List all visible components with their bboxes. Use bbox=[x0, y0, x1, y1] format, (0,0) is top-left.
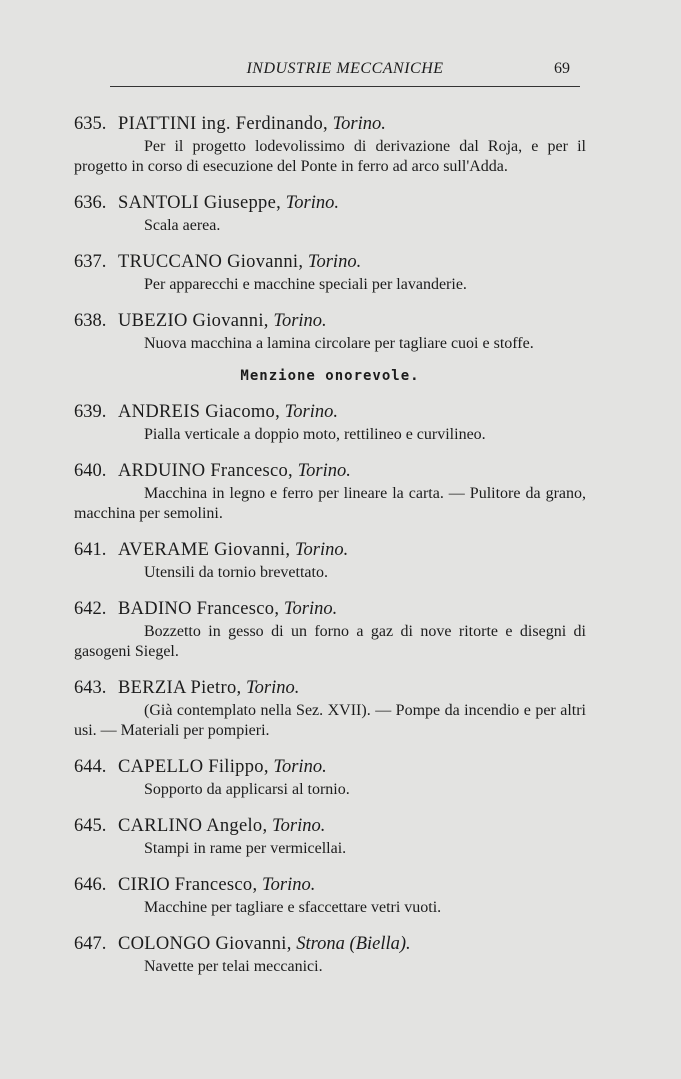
entry-description: Per apparecchi e macchine speciali per lavanderie. bbox=[144, 276, 467, 293]
entry-description: Navette per telai meccanici. bbox=[144, 958, 323, 975]
entry-number: 639. bbox=[74, 402, 107, 422]
entry-head bbox=[74, 814, 586, 838]
page-header bbox=[110, 60, 580, 86]
entry-number: 643. bbox=[74, 678, 107, 698]
entry-head bbox=[74, 932, 586, 956]
entry-name: TRUCCANO Giovanni, bbox=[118, 252, 304, 272]
entry-place: Torino. bbox=[284, 402, 338, 422]
entry-place: Torino. bbox=[332, 114, 386, 134]
entry-head bbox=[74, 309, 586, 333]
entry-description: Scala aerea. bbox=[144, 217, 221, 234]
entry-number: 640. bbox=[74, 461, 107, 481]
entry-head bbox=[74, 250, 586, 274]
entry-place: Torino. bbox=[307, 252, 362, 272]
entry-644 bbox=[74, 755, 586, 800]
entry-place: Torino. bbox=[283, 599, 338, 619]
entry-head bbox=[74, 538, 586, 562]
entry-number: 637. bbox=[74, 252, 107, 272]
entry-group-main bbox=[74, 112, 586, 354]
entry-643 bbox=[74, 676, 586, 741]
entry-place: Strona (Biella). bbox=[296, 934, 411, 954]
entry-description: Sopporto da applicarsi al tornio. bbox=[144, 781, 350, 798]
entry-place: Torino. bbox=[246, 678, 300, 698]
entry-name: BERZIA Pietro, bbox=[118, 678, 242, 698]
entry-description: Utensili da tornio brevettato. bbox=[144, 564, 328, 581]
entry-name: PIATTINI ing. Ferdinando, bbox=[118, 114, 328, 134]
entry-639 bbox=[74, 400, 586, 445]
entry-number: 644. bbox=[74, 757, 107, 777]
entry-place: Torino. bbox=[273, 757, 327, 777]
entry-646 bbox=[74, 873, 586, 918]
entry-head bbox=[74, 676, 586, 700]
entry-number: 646. bbox=[74, 875, 107, 895]
entry-head bbox=[74, 597, 586, 621]
entry-description: Nuova macchina a lamina circolare per tagliare cuoi e stoffe. bbox=[144, 335, 534, 352]
running-title: INDUSTRIE MECCANICHE bbox=[246, 60, 444, 77]
entry-637 bbox=[74, 250, 586, 295]
entry-head bbox=[74, 755, 586, 779]
entry-place: Torino. bbox=[294, 540, 349, 560]
entry-list bbox=[74, 112, 586, 991]
entry-name: SANTOLI Giuseppe, bbox=[118, 193, 282, 213]
entry-number: 635. bbox=[74, 114, 107, 134]
entry-635 bbox=[74, 112, 586, 177]
entry-name: COLONGO Giovanni, bbox=[118, 934, 292, 954]
entry-place: Torino. bbox=[262, 875, 316, 895]
entry-description: Pialla verticale a doppio moto, rettilineo e curvilineo. bbox=[144, 426, 486, 443]
entry-description: Macchine per tagliare e sfaccettare vetri vuoti. bbox=[144, 899, 442, 916]
entry-name: CIRIO Francesco, bbox=[118, 875, 258, 895]
page-number: 69 bbox=[554, 60, 570, 77]
entry-description: Macchina in legno e ferro per lineare la carta. — Pulitore da grano, macchina per semolini. bbox=[74, 485, 586, 522]
entry-description: Stampi in rame per vermicellai. bbox=[144, 840, 347, 857]
entry-name: CARLINO Angelo, bbox=[118, 816, 268, 836]
entry-name: ANDREIS Giacomo, bbox=[118, 402, 281, 422]
entry-place: Torino. bbox=[273, 311, 327, 331]
entry-number: 641. bbox=[74, 540, 107, 560]
entry-647 bbox=[74, 932, 586, 977]
entry-place: Torino. bbox=[285, 193, 339, 213]
entry-description: Per il progetto lodevolissimo di derivazione dal Roja, e per il progetto in corso di esecuzione del Ponte in ferro ad arco sull'Adda. bbox=[74, 138, 586, 175]
entry-638 bbox=[74, 309, 586, 354]
entry-name: ARDUINO Francesco, bbox=[118, 461, 293, 481]
entry-number: 645. bbox=[74, 816, 107, 836]
entry-number: 636. bbox=[74, 193, 107, 213]
entry-head bbox=[74, 112, 586, 136]
entry-name: CAPELLO Filippo, bbox=[118, 757, 269, 777]
header-rule bbox=[110, 86, 580, 87]
entry-group-honorable-mention bbox=[74, 400, 586, 977]
entry-head bbox=[74, 873, 586, 897]
entry-head bbox=[74, 459, 586, 483]
entry-645 bbox=[74, 814, 586, 859]
entry-description: Bozzetto in gesso di un forno a gaz di nove ritorte e disegni di gasogeni Siegel. bbox=[74, 623, 586, 660]
entry-name: UBEZIO Giovanni, bbox=[118, 311, 269, 331]
entry-head bbox=[74, 191, 586, 215]
entry-place: Torino. bbox=[272, 816, 326, 836]
entry-636 bbox=[74, 191, 586, 236]
entry-name: AVERAME Giovanni, bbox=[118, 540, 291, 560]
entry-place: Torino. bbox=[297, 461, 351, 481]
entry-head bbox=[74, 400, 586, 424]
entry-640 bbox=[74, 459, 586, 524]
entry-name: BADINO Francesco, bbox=[118, 599, 280, 619]
entry-description: (Già contemplato nella Sez. XVII). — Pompe da incendio e per altri usi. — Materiali per pompieri. bbox=[74, 702, 586, 739]
section-heading: Menzione onorevole. bbox=[240, 368, 420, 384]
entry-642 bbox=[74, 597, 586, 662]
entry-number: 638. bbox=[74, 311, 107, 331]
entry-number: 642. bbox=[74, 599, 107, 619]
entry-number: 647. bbox=[74, 934, 107, 954]
entry-641 bbox=[74, 538, 586, 583]
